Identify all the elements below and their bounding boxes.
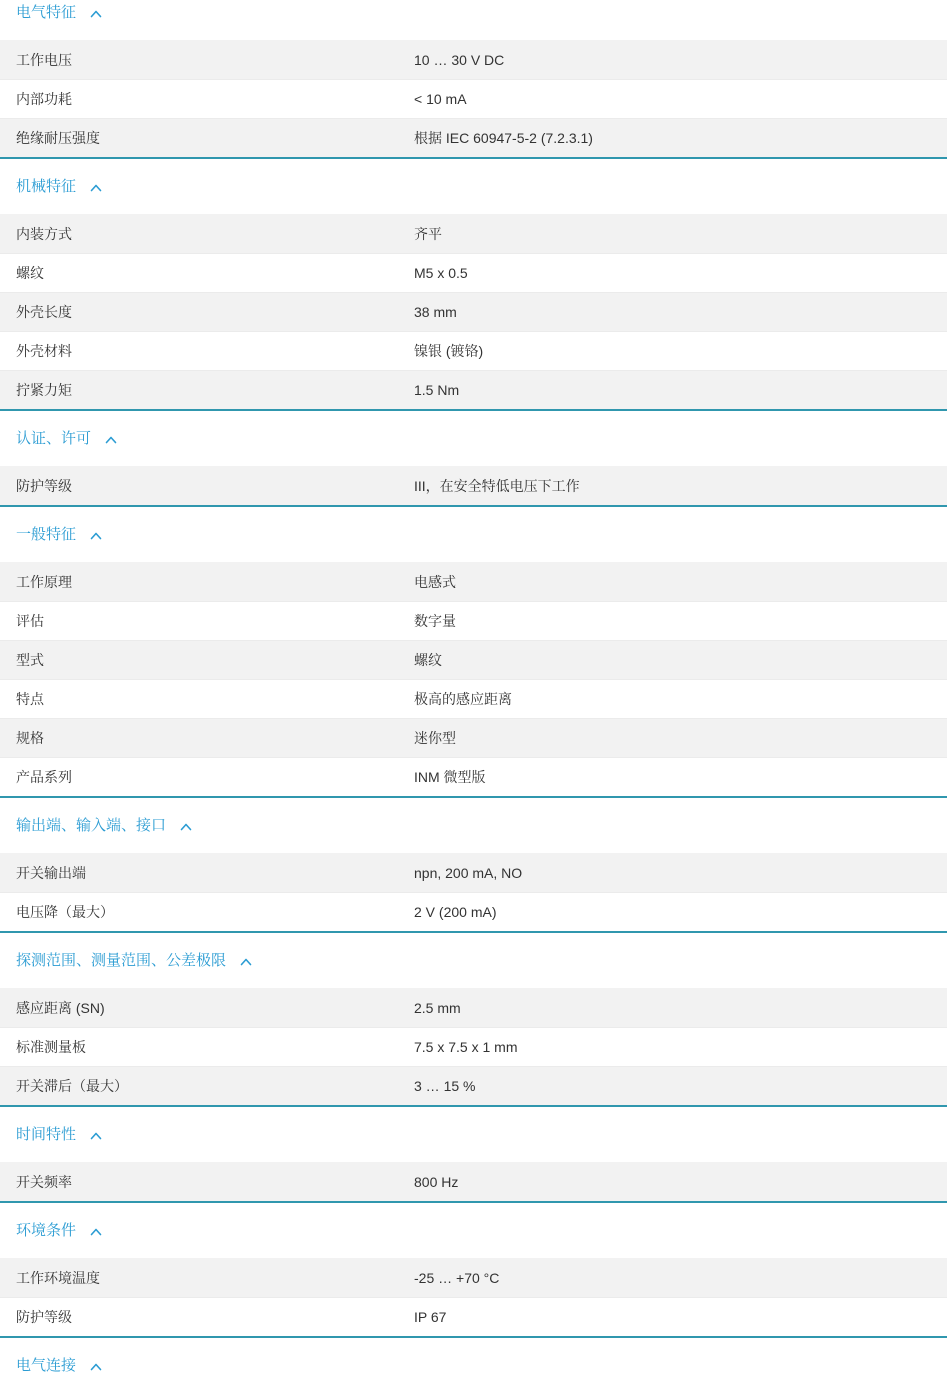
spec-row-value: 10 … 30 V DC	[414, 51, 505, 68]
spec-row-label: 特点	[16, 691, 44, 707]
spec-row-label: 开关输出端	[16, 864, 86, 881]
spec-section	[0, 527, 947, 798]
spec-row	[0, 1027, 947, 1066]
spec-row	[0, 253, 947, 292]
spec-row	[0, 853, 947, 892]
spec-section	[0, 953, 947, 1107]
chevron-up-icon[interactable]	[105, 436, 117, 444]
spec-row-label: 开关频率	[16, 1173, 72, 1190]
section-title: 时间特性	[16, 1126, 77, 1143]
spec-row-label: 绝缘耐压强度	[16, 130, 100, 146]
spec-row-value: IP 67	[414, 1309, 447, 1325]
spec-row-value: 2.5 mm	[414, 999, 461, 1016]
spec-row-label: 拧紧力矩	[16, 382, 72, 398]
spec-table	[0, 853, 947, 933]
spec-table	[0, 466, 947, 507]
spec-row-label: 外壳材料	[16, 343, 72, 359]
spec-row-label: 工作电压	[16, 51, 72, 68]
spec-row	[0, 640, 947, 679]
spec-row-label: 产品系列	[16, 769, 72, 785]
spec-row	[0, 1297, 947, 1336]
section-title: 电气连接	[16, 1357, 77, 1374]
section-header[interactable]	[0, 1127, 947, 1143]
chevron-up-icon[interactable]	[90, 1132, 102, 1140]
section-title: 认证、许可	[16, 430, 92, 447]
spec-table	[0, 988, 947, 1107]
spec-row	[0, 118, 947, 157]
spec-row	[0, 718, 947, 757]
spec-row-value: 螺纹	[414, 652, 442, 668]
spec-row-value: 齐平	[414, 225, 442, 242]
spec-row-value: 7.5 x 7.5 x 1 mm	[414, 1039, 518, 1055]
section-header[interactable]	[0, 1358, 947, 1374]
spec-section	[0, 179, 947, 411]
spec-row-value: 1.5 Nm	[414, 382, 460, 398]
spec-section	[0, 818, 947, 933]
spec-table	[0, 1258, 947, 1338]
spec-row-value: 电感式	[414, 573, 456, 590]
spec-row-label: 防护等级	[16, 477, 72, 494]
spec-row-label: 评估	[16, 613, 44, 629]
section-header[interactable]	[0, 431, 947, 447]
spec-row-value: 镍银 (镀铬)	[414, 343, 484, 359]
spec-row-value: 根据 IEC 60947-5-2 (7.2.3.1)	[414, 130, 593, 146]
spec-row-label: 外壳长度	[16, 304, 72, 320]
spec-row	[0, 562, 947, 601]
spec-row	[0, 466, 947, 505]
spec-row	[0, 1162, 947, 1201]
spec-section	[0, 431, 947, 507]
spec-row-value: INM 微型版	[414, 769, 486, 785]
chevron-up-icon[interactable]	[90, 184, 102, 192]
chevron-up-icon[interactable]	[90, 1228, 102, 1236]
spec-row	[0, 292, 947, 331]
section-title: 电气特征	[16, 4, 77, 21]
section-header[interactable]	[0, 527, 947, 543]
chevron-up-icon[interactable]	[180, 823, 192, 831]
spec-row-label: 内部功耗	[16, 91, 72, 107]
spec-row	[0, 757, 947, 796]
spec-row	[0, 892, 947, 931]
spec-row-value: 38 mm	[414, 304, 457, 320]
spec-row	[0, 601, 947, 640]
spec-row-label: 工作环境温度	[16, 1269, 100, 1286]
spec-row-value: < 10 mA	[414, 91, 467, 107]
spec-section	[0, 1223, 947, 1338]
chevron-up-icon[interactable]	[90, 1363, 102, 1371]
spec-row-value: 3 … 15 %	[414, 1078, 476, 1094]
spec-page	[0, 5, 947, 1374]
spec-row-label: 螺纹	[16, 265, 44, 281]
section-title: 输出端、输入端、接口	[16, 817, 167, 834]
spec-row-label: 标准测量板	[16, 1039, 86, 1055]
spec-row-value: -25 … +70 °C	[414, 1269, 500, 1286]
spec-row-label: 内装方式	[16, 225, 72, 242]
spec-row-label: 开关滞后（最大）	[16, 1078, 128, 1094]
chevron-up-icon[interactable]	[90, 10, 102, 18]
spec-table	[0, 214, 947, 411]
spec-row-label: 型式	[16, 652, 44, 668]
section-header[interactable]	[0, 1223, 947, 1239]
spec-row-label: 感应距离 (SN)	[16, 999, 105, 1016]
spec-row-value: 迷你型	[414, 730, 456, 746]
section-header[interactable]	[0, 5, 947, 21]
spec-row	[0, 1258, 947, 1297]
spec-row-value: 800 Hz	[414, 1173, 459, 1190]
spec-table	[0, 1162, 947, 1203]
spec-table	[0, 40, 947, 159]
spec-row	[0, 1066, 947, 1105]
spec-row	[0, 79, 947, 118]
chevron-up-icon[interactable]	[90, 532, 102, 540]
spec-row-label: 规格	[16, 730, 44, 746]
spec-row	[0, 370, 947, 409]
spec-row	[0, 214, 947, 253]
spec-row	[0, 40, 947, 79]
spec-row	[0, 679, 947, 718]
section-header[interactable]	[0, 179, 947, 195]
spec-row-value: M5 x 0.5	[414, 265, 468, 281]
spec-row-value: 数字量	[414, 613, 456, 629]
spec-section	[0, 1358, 947, 1374]
spec-row-value: 极高的感应距离	[414, 691, 512, 707]
spec-row-label: 工作原理	[16, 573, 72, 590]
section-title: 环境条件	[16, 1222, 77, 1239]
section-title: 探测范围、测量范围、公差极限	[16, 952, 227, 969]
section-header[interactable]	[0, 818, 947, 834]
section-header[interactable]	[0, 953, 947, 969]
chevron-up-icon[interactable]	[240, 958, 252, 966]
section-title: 一般特征	[16, 526, 77, 543]
section-title: 机械特征	[16, 178, 77, 195]
spec-table	[0, 562, 947, 798]
spec-row-value: 2 V (200 mA)	[414, 904, 497, 920]
spec-row-label: 防护等级	[16, 1309, 72, 1325]
spec-section	[0, 1127, 947, 1203]
spec-section	[0, 5, 947, 159]
spec-row-value: III，在安全特低电压下工作	[414, 477, 580, 494]
spec-row	[0, 331, 947, 370]
spec-row-label: 电压降（最大）	[16, 904, 114, 920]
spec-row	[0, 988, 947, 1027]
spec-row-value: npn, 200 mA, NO	[414, 864, 523, 881]
